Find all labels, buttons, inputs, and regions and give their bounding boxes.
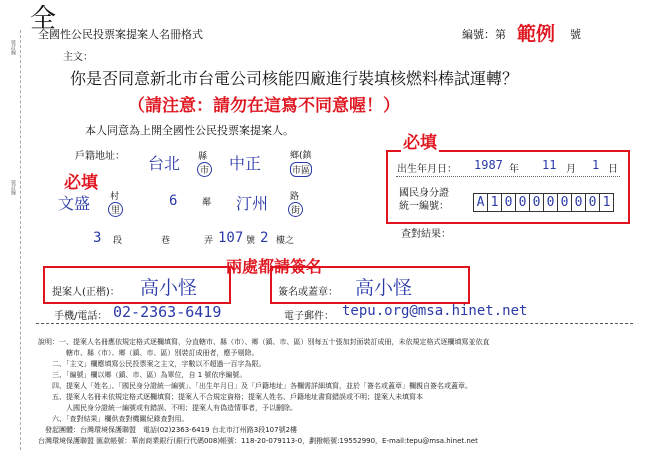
town-mark: 市區 xyxy=(290,162,312,177)
address-section: 3 xyxy=(93,230,102,246)
subject-label: 主文： xyxy=(63,52,93,63)
address-city: 台北 xyxy=(148,154,181,173)
binding-line xyxy=(20,30,21,450)
id-cell: 0 xyxy=(515,193,530,212)
required-right: 必填 xyxy=(401,128,439,153)
warning-text: （請注意：請勿在這寫不同意喔！） xyxy=(128,96,400,116)
id-cell: 0 xyxy=(571,193,586,212)
id-cell: 0 xyxy=(529,193,544,212)
birth-month-label: 月 xyxy=(566,164,576,175)
verify-label: 查對結果： xyxy=(401,229,451,240)
agreement-text: 本人同意為上開全國性公民投票案提案人。 xyxy=(85,124,294,137)
email-value: tepu.org@msa.hinet.net xyxy=(342,303,528,319)
binding-mark-bottom: 裝訂線 xyxy=(10,180,16,195)
road-label: 路 xyxy=(290,192,300,202)
id-cells xyxy=(473,191,613,212)
serial-suffix: 號 xyxy=(570,28,581,41)
note-line: 台灣環境保護聯盟 匯款帳號：華南商業銀行(銀行代碼008)帳號：118-20-079113-0，劃撥帳號:19552990，E-mail:tepu@msa.hinet.net xyxy=(38,437,478,445)
floor-label: 樓之 xyxy=(276,236,295,246)
address-label: 戶籍地址： xyxy=(75,151,125,162)
lane-label: 巷 xyxy=(161,236,171,246)
id-cell: A xyxy=(473,193,488,212)
phone-value: 02-2363-6419 xyxy=(113,303,222,321)
section-label: 段 xyxy=(113,236,123,246)
signature-label: 簽名或蓋章： xyxy=(278,287,338,298)
binding-mark-top: 裝訂線 xyxy=(10,40,16,55)
serial-label: 編號：第 xyxy=(462,28,506,41)
note-line: 二、「主文」欄應填寫公民投票案之主文，字數以不超過一百字為限。 xyxy=(38,360,266,368)
id-cell: 1 xyxy=(487,193,502,212)
note-line: 說明：一、提案人名冊應依規定格式逐欄填寫，分直轄市、縣（市）、鄉（鎮、市、區）別每五十張加封面裝訂成冊，未依規定格式逐欄填寫並依直 xyxy=(38,338,490,346)
birth-day: 1 xyxy=(592,158,600,172)
birth-rule xyxy=(396,176,620,177)
required-left: 必填 xyxy=(64,173,98,193)
proposer-value: 高小怪 xyxy=(140,277,198,299)
neighborhood-label: 鄰 xyxy=(202,198,212,208)
address-floor: 2 xyxy=(260,230,269,246)
subject-question: 你是否同意新北市台電公司核能四廠進行裝填核燃料棒試運轉？ xyxy=(70,69,519,88)
id-cell: 1 xyxy=(599,193,614,212)
birth-day-label: 日 xyxy=(608,164,618,175)
village-label: 村 xyxy=(110,192,120,202)
city-mark: 市 xyxy=(197,162,212,177)
address-number: 107 xyxy=(218,230,244,246)
birth-month: 11 xyxy=(542,158,557,172)
email-label: 電子郵件： xyxy=(284,311,334,322)
note-line: 四、提案人「姓名」、「國民身分證統一編號」、「出生年月日」及「戶籍地址」各欄需詳細填寫，並於「簽名或蓋章」欄親自簽名或蓋章。 xyxy=(38,382,472,390)
county-label: 縣 xyxy=(198,152,208,162)
birth-label: 出生年月日： xyxy=(397,164,457,175)
divider xyxy=(36,323,633,324)
number-label: 號 xyxy=(246,236,256,246)
id-label-line2: 統一編號： xyxy=(399,201,449,212)
note-line: 五、提案人名冊未依規定格式逐欄填寫；提案人不合規定資格；提案人姓名、戶籍地址書寫錯誤或不明；提案人未填寫本 xyxy=(38,393,423,401)
notes xyxy=(38,337,633,447)
address-road: 汀州 xyxy=(236,194,269,213)
note-line: 發起團體：台灣環境保護聯盟 電話(02)2363-6419 台北市汀州路3段107號2樓 xyxy=(38,426,298,434)
serial-value: 範例 xyxy=(517,23,556,45)
form-type-char: 全 xyxy=(30,4,57,34)
note-line: 三、「編號」欄以鄉（鎮、市、區）為單位，自 1 號依序編號。 xyxy=(38,371,247,379)
sign-notice: 兩處都請簽名 xyxy=(226,257,323,276)
birth-year-label: 年 xyxy=(509,164,519,175)
signature-value: 高小怪 xyxy=(355,277,413,299)
village-mark: 里 xyxy=(108,202,123,217)
id-cell: 0 xyxy=(501,193,516,212)
id-cell: 0 xyxy=(585,193,600,212)
birth-year: 1987 xyxy=(474,158,503,172)
phone-label: 手機/電話： xyxy=(54,311,108,322)
alley-label: 弄 xyxy=(204,236,214,246)
road-mark: 街 xyxy=(288,202,303,217)
address-village: 文盛 xyxy=(58,194,91,213)
id-cell: 0 xyxy=(543,193,558,212)
note-line: 六、「查對結果」欄供查對機關紀錄查對用。 xyxy=(38,415,189,423)
address-district: 中正 xyxy=(229,154,262,173)
id-cell: 0 xyxy=(557,193,572,212)
id-label-line1: 國民身分證 xyxy=(399,188,449,199)
address-neighborhood: 6 xyxy=(169,193,178,209)
form-title: 全國性公民投票案提案人名冊格式 xyxy=(38,28,203,41)
note-line: 人國民身分證統一編號或有錯誤、不明；提案人有偽造情事者，予以刪除。 xyxy=(38,404,297,412)
note-line: 轄市、縣（市）、鄉（鎮、市、區）別裝訂成冊者，應予剔除。 xyxy=(38,349,259,357)
town-label: 鄉(鎮 xyxy=(290,151,312,161)
proposer-label: 提案人(正楷)： xyxy=(52,287,120,298)
